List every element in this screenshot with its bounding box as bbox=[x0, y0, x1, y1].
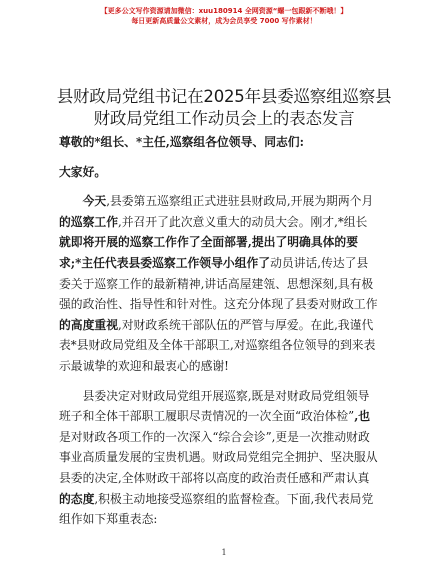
paragraph-1-line: 委关于巡察工作的最新精神,讲话高屋建瓴、思想深刻,具有极 bbox=[59, 276, 374, 291]
emphasis-text: 领导小组作了 bbox=[199, 255, 271, 270]
document-body bbox=[59, 132, 389, 530]
document-title-line-2: 财政局党组工作动员会上的表态发言 bbox=[93, 109, 355, 128]
document-title bbox=[0, 86, 448, 130]
emphasis-text: 的巡察工作 bbox=[59, 214, 118, 229]
paragraph-2-line: 组作如下郑重表态: bbox=[59, 512, 158, 527]
salutation-text: 尊敬的*组长、*主任,巡察组各位领导、同志们: bbox=[59, 135, 304, 149]
paragraph-2-line: 事业高质量发展的宝贵机遇。财政局党组完全拥护、坚决服从 bbox=[59, 450, 378, 465]
emphasis-text: 的态度 bbox=[59, 491, 95, 506]
plain-text: ,并召开了此次意义重大的动员大会。刚才,*组长 bbox=[118, 214, 368, 229]
paragraph-2 bbox=[59, 386, 389, 530]
paragraph-1-line bbox=[59, 253, 389, 274]
document-title-line-1: 县财政局党组书记在2025年县委巡察组巡察县 bbox=[56, 87, 392, 106]
promo-banner-line-2: 每日更新高质量公文素材，成为会员享受 7000 写作素材！ bbox=[131, 17, 317, 25]
paragraph-2-line: 县委决定对财政局党组开展巡察,既是对财政局党组领导 bbox=[82, 388, 370, 403]
greeting-text: 大家好。 bbox=[59, 164, 107, 179]
paragraph-1-line bbox=[59, 232, 389, 253]
paragraph-1-line bbox=[59, 212, 389, 233]
emphasis-text: ,也 bbox=[354, 409, 371, 424]
emphasis-text: 的高度重视 bbox=[59, 317, 118, 332]
page-number: 1 bbox=[221, 548, 227, 557]
emphasis-text: 就即将开展的巡察工作作了全面部署,提出了明确具体的要 bbox=[59, 235, 359, 250]
paragraph-2-line bbox=[59, 489, 389, 510]
paragraph-2-line: 是对财政各项工作的一次深入“综合会诊”,更是一次推动财政 bbox=[59, 429, 370, 444]
paragraph-1-line bbox=[59, 191, 389, 212]
paragraph-2-line: 县委的决定,全体财政干部将以高度的政治责任感和严肃认真 bbox=[59, 470, 370, 485]
plain-text: ,县委第五巡察组正式进驻县财政局,开展为期两个月 bbox=[106, 194, 374, 209]
plain-text: 动员讲话,传达了县 bbox=[270, 255, 369, 270]
greeting bbox=[59, 162, 389, 183]
promo-banner bbox=[0, 6, 448, 26]
promo-banner-line-1: 【更多公文写作资源请加微信：xuu180914 全网资源“螺一包跟新不断哦！】 bbox=[100, 7, 348, 15]
salutation bbox=[59, 132, 389, 153]
emphasis-text: 今天 bbox=[82, 194, 107, 209]
plain-text: 班子和全体干部职工履职尽责情况的一次全面“政治体检” bbox=[59, 409, 355, 424]
paragraph-1-line: 强的政治性、指导性和针对性。这充分体现了县委对财政工作 bbox=[59, 297, 378, 312]
paragraph-1-line: 示最诚挚的欢迎和最衷心的感谢! bbox=[59, 358, 229, 373]
emphasis-text: 求;*主任代表县委巡察工作 bbox=[59, 255, 200, 270]
paragraph-2-line bbox=[59, 406, 389, 427]
paragraph-1-line: 表*县财政局党组及全体干部职工,对巡察组各位领导的到来表 bbox=[59, 338, 376, 353]
plain-text: ,对财政系统干部队伍的严管与厚爱。在此,我谨代 bbox=[118, 317, 374, 332]
paragraph-1-line bbox=[59, 315, 389, 336]
plain-text: ,积极主动地接受巡察组的监督检查。下面,我代表局党 bbox=[94, 491, 374, 506]
paragraph-1 bbox=[59, 191, 389, 376]
